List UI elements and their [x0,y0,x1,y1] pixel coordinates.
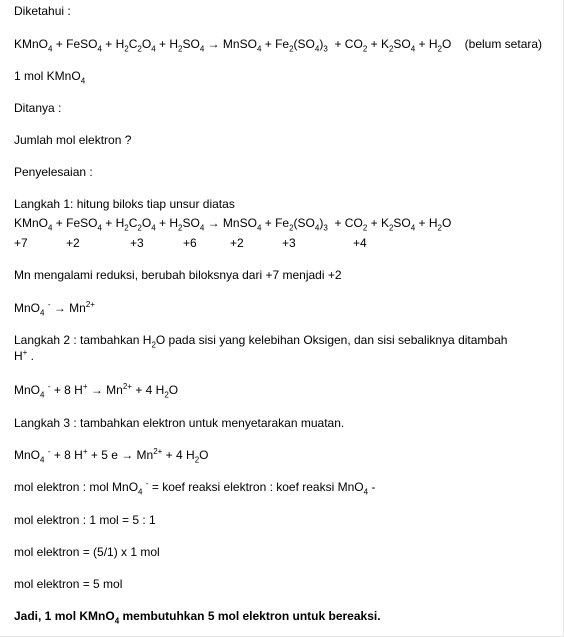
diketahui-label: Diketahui : [14,4,71,18]
reaction-equation: KMnO$_4$ + FeSO$_4$ + $H_2C_2O_4 + H_2SO_4$ → MnSO$_4$ + $Fe_2(SO_4)_3 + CO_2 + K_2SO_4 + H_2O$ (belum setara) [14,37,543,54]
step2-title: Langkah 2 : tambahkan $H_2O$ pada sisi yang kelebihan Oksigen, dan sisi sebaliknya ditambah [14,333,508,350]
calc-line-1: mol elektron : 1 mol = 5 : 1 [14,513,156,527]
step3-equation: MnO$_4$ - + 8 H+ + 5 $e \to Mn^{2+} + 4$ $H_2O$ [14,447,209,465]
biloks-value: +7 [14,236,28,250]
conclusion-text: Jadi, 1 mol KMnO$_4$ membutuhkan 5 mol elektron untuk bereaksi. [14,609,381,626]
question-text: Jumlah mol elektron ? [14,133,132,147]
ratio-text: mol elektron : mol MnO$_4$ - = koef reaksi elektron : koef reaksi MnO$_4$ - [14,479,376,497]
reduction-text: Mn mengalami reduksi, berubah biloksnya dari +7 menjadi +2 [14,268,342,282]
calc-line-2: mol elektron = (5/1) x 1 mol [14,545,160,559]
calc-line-3: mol elektron = 5 mol [14,577,123,591]
ditanya-label: Ditanya : [14,101,62,115]
biloks-value: +2 [230,236,244,250]
step1-title: Langkah 1: hitung biloks tiap unsur diatas [14,197,235,211]
biloks-value: +4 [353,236,367,250]
penyelesaian-label: Penyelesaian : [14,165,93,179]
biloks-value: +6 [183,236,197,250]
step2-title-cont: H+ . [14,348,35,363]
step2-equation: MnO$_4$ - + 8 $H^+ \to Mn^{2+} + 4$ $H_2O$ [14,382,179,400]
unbalanced-note: (belum setara) [464,37,543,51]
biloks-value: +2 [66,236,80,250]
step3-title: Langkah 3 : tambahkan elektron untuk menyetarakan muatan. [14,416,345,430]
biloks-value: +3 [282,236,296,250]
given-amount: 1 mol KMnO$_4$ [14,69,86,86]
half-reaction: MnO$_4$ $^- \to Mn^{2+}$ [14,300,95,318]
step1-reaction: KMnO$_4$ + FeSO$_4$ + $H_2C_2O_4 + H_2SO_4$ → MnSO$_4$ + $Fe_2(SO_4)_3 + CO_2 + K_2SO_4 + H_2O$ [14,216,452,233]
biloks-value: +3 [130,236,144,250]
